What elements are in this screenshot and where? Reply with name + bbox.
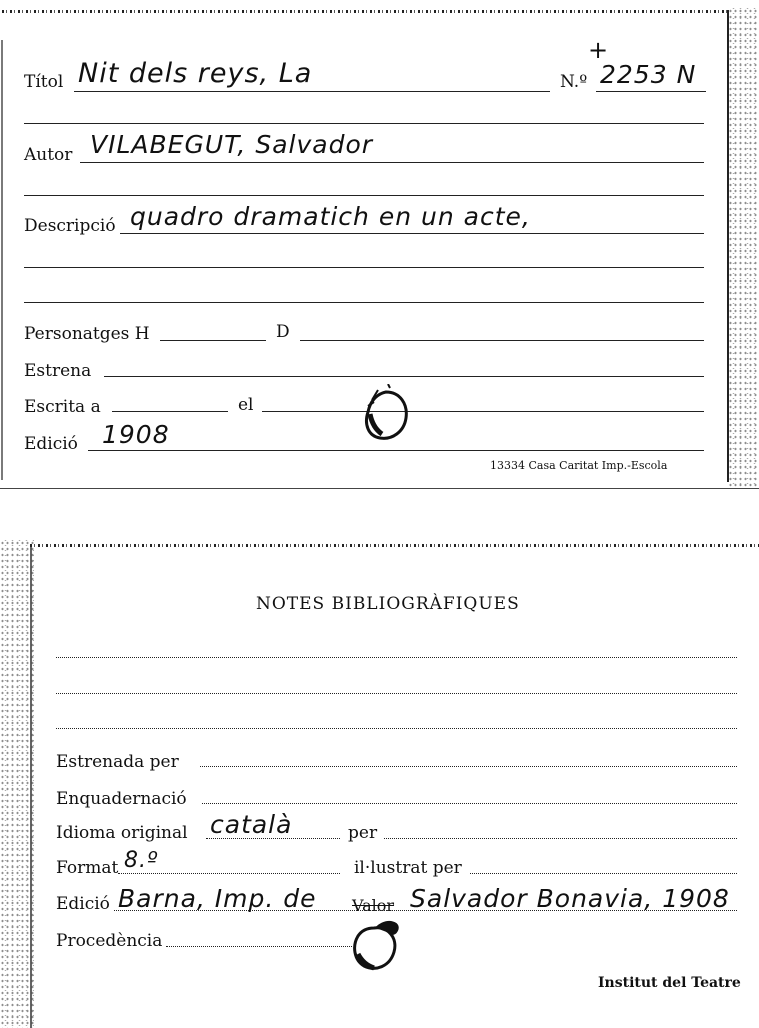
notes-title: NOTES BIBLIOGRÀFIQUES: [256, 594, 520, 614]
escrita-label: Escrita a: [24, 397, 101, 417]
escrita-a-line: [112, 411, 228, 412]
autor-value: VILABEGUT, Salvador: [90, 130, 374, 159]
idioma-line: [206, 838, 340, 839]
procedencia-line: [166, 946, 352, 947]
escrita-el-label: el: [238, 395, 254, 415]
edicio-line: [114, 910, 737, 911]
illustrat-line: [470, 873, 737, 874]
autor-label: Autor: [24, 145, 73, 165]
procedencia-label: Procedència: [56, 931, 163, 951]
scan-speckle: [728, 8, 759, 488]
personatges-d-label: D: [276, 322, 290, 342]
enquadernacio-line: [202, 803, 737, 804]
idioma-per-line: [384, 838, 737, 839]
escrita-el-line: [262, 411, 704, 412]
numero-mark: +: [588, 36, 610, 64]
card-right-edge: [727, 10, 729, 482]
autor-line: [80, 162, 704, 163]
estrena-line: [104, 376, 704, 377]
edicio-label: Edició: [24, 434, 78, 454]
ink-blot: [346, 914, 408, 976]
format-label: Format: [56, 858, 119, 878]
card-left-edge: [1, 40, 3, 480]
blank-dotted-line: [56, 728, 737, 729]
descripcio-value: quadro dramatich en un acte,: [130, 202, 531, 231]
personatges-d-line: [300, 340, 704, 341]
blank-dotted-line: [56, 693, 737, 694]
descripcio-line: [120, 233, 704, 234]
ink-blot: [360, 384, 412, 444]
blank-line: [24, 302, 704, 303]
scan-speckle: [0, 540, 34, 1028]
personatges-label: Personatges H: [24, 324, 150, 344]
edicio-value: 1908: [102, 420, 170, 449]
edicio-struck-word: Valor: [352, 896, 395, 915]
personatges-h-line: [160, 340, 266, 341]
card-left-edge: [30, 546, 32, 1028]
estrenada-line: [200, 766, 737, 767]
titol-value: Nit dels reys, La: [78, 58, 313, 89]
numero-value: 2253 N: [600, 60, 697, 89]
estrenada-label: Estrenada per: [56, 752, 179, 772]
blank-line: [24, 267, 704, 268]
edicio-value-2: Salvador Bonavia, 1908: [410, 884, 730, 913]
idioma-per-label: per: [348, 823, 378, 843]
estrena-label: Estrena: [24, 361, 92, 381]
edicio-line: [88, 450, 704, 451]
edicio-label: Edició: [56, 894, 110, 914]
titol-label: Títol: [24, 72, 64, 92]
titol-line: [74, 91, 550, 92]
blank-dotted-line: [56, 657, 737, 658]
format-value: 8.º: [124, 848, 159, 873]
descripcio-label: Descripció: [24, 216, 116, 236]
numero-label: N.º: [560, 72, 588, 92]
institut-label: Institut del Teatre: [598, 975, 741, 991]
enquadernacio-label: Enquadernació: [56, 789, 187, 809]
blank-line: [24, 195, 704, 196]
blank-line: [24, 123, 704, 124]
format-line: [118, 873, 340, 874]
illustrat-label: il·lustrat per: [354, 858, 462, 878]
card-top-edge: [2, 10, 728, 13]
card-top-edge: [30, 544, 759, 547]
edicio-value-1: Barna, Imp. de: [118, 884, 317, 913]
card-bottom-edge: [0, 488, 759, 489]
idioma-value: català: [210, 810, 293, 839]
printer-imprint: 13334 Casa Caritat Imp.-Escola: [490, 459, 668, 472]
numero-line: [596, 91, 706, 92]
idioma-label: Idioma original: [56, 823, 188, 843]
